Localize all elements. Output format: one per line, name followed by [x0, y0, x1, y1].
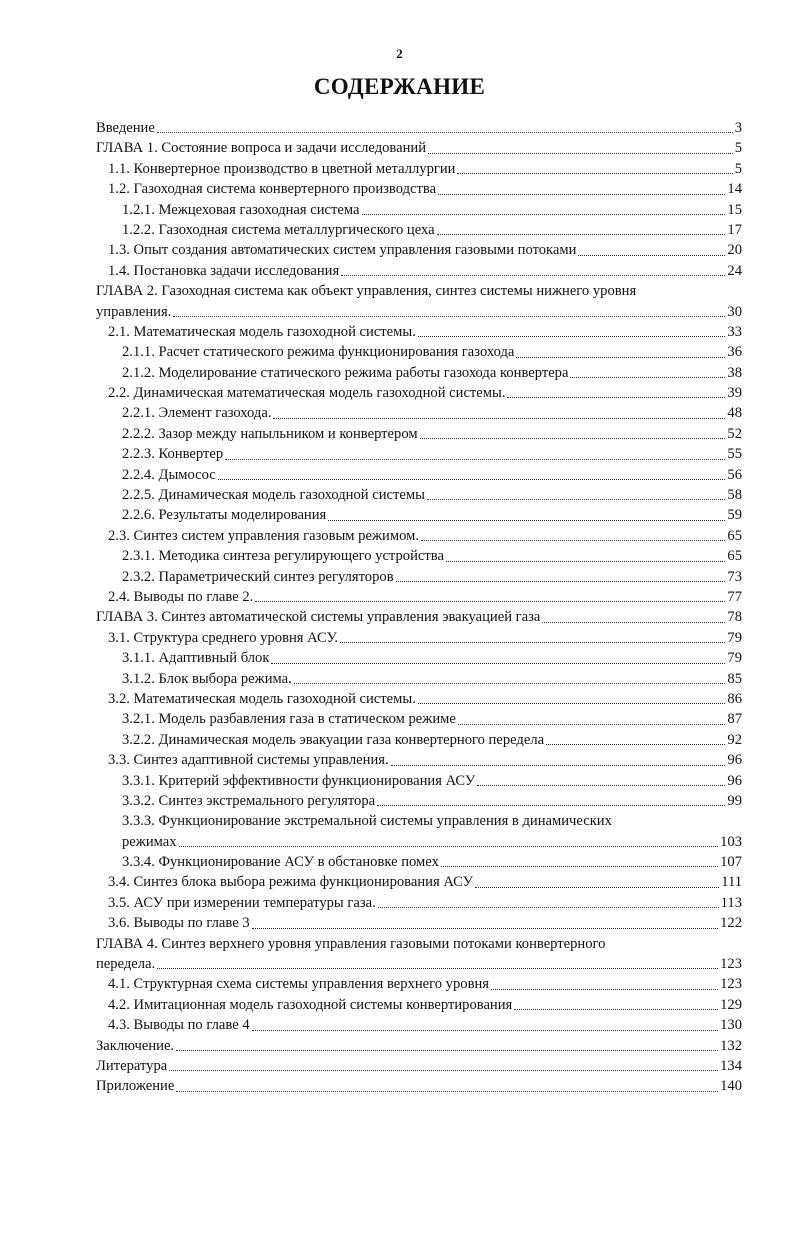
dot-leader — [570, 376, 725, 378]
toc-entry-page: 134 — [720, 1057, 742, 1074]
toc-entry-page: 123 — [720, 956, 742, 973]
toc-entry-page: 103 — [720, 833, 742, 850]
toc-entry-page: 96 — [727, 772, 742, 789]
toc-entry-page: 14 — [727, 181, 742, 198]
toc-entry[interactable] — [96, 995, 742, 1015]
toc-entry[interactable] — [96, 872, 742, 892]
dot-leader — [218, 478, 726, 480]
toc-entry-page: 58 — [727, 487, 742, 504]
toc-entry[interactable] — [96, 424, 742, 444]
toc-entry-page: 52 — [727, 425, 742, 442]
toc-entry-page: 130 — [720, 1017, 742, 1034]
toc-entry[interactable] — [96, 444, 742, 464]
dot-leader — [362, 213, 726, 215]
dot-leader — [578, 254, 725, 256]
toc-entry-title: 4.3. Выводы по главе 4 — [108, 1017, 250, 1034]
toc-entry-page: 85 — [727, 670, 742, 687]
dot-leader — [273, 417, 725, 419]
toc-entry[interactable] — [96, 240, 742, 260]
toc-entry-title: Заключение. — [96, 1037, 175, 1054]
dot-leader — [491, 988, 718, 990]
toc-entry[interactable] — [96, 383, 742, 403]
toc-entry-title: 2.1. Математическая модель газоходной системы. — [108, 323, 416, 340]
toc-entry[interactable] — [96, 465, 742, 485]
toc-entry-title: 1.1. Конвертерное производство в цветной металлургии — [108, 160, 456, 177]
dot-leader — [475, 886, 719, 888]
toc-entry-title: 2.3.1. Методика синтеза регулирующего устройства — [122, 548, 444, 565]
dot-leader — [377, 804, 725, 806]
dot-leader — [514, 1008, 718, 1010]
toc-entry-title: 3.1.2. Блок выбора режима. — [122, 670, 292, 687]
toc-entry-title: ГЛАВА 2. Газоходная система как объект управления, синтез системы нижнего уровня — [96, 283, 637, 300]
toc-entry-page: 111 — [721, 874, 742, 891]
toc-entry[interactable] — [96, 628, 742, 648]
dot-leader — [421, 539, 725, 541]
dot-leader — [507, 396, 725, 398]
toc-entry[interactable] — [96, 546, 742, 566]
toc-entry-page: 5 — [734, 140, 742, 157]
dot-leader — [542, 621, 725, 623]
toc-entry-page: 132 — [720, 1037, 742, 1054]
toc-entry[interactable] — [96, 342, 742, 362]
toc-entry-title: 2.3. Синтез систем управления газовым режимом. — [108, 527, 419, 544]
toc-entry[interactable] — [96, 505, 742, 525]
toc-entry[interactable] — [96, 750, 742, 770]
dot-leader — [437, 233, 726, 235]
toc-entry[interactable] — [96, 138, 742, 158]
page-title: СОДЕРЖАНИЕ — [313, 74, 486, 99]
toc-entry-title: 3.3. Синтез адаптивной системы управления. — [108, 752, 389, 769]
dot-leader — [427, 498, 726, 500]
toc-entry-title: 1.4. Постановка задачи исследования — [108, 262, 340, 279]
toc-entry-title: 2.2.2. Зазор между напыльником и конвертером — [122, 425, 418, 442]
dot-leader — [157, 967, 718, 969]
toc-entry[interactable] — [96, 179, 742, 199]
toc-entry-title: Приложение — [96, 1078, 175, 1095]
dot-leader — [176, 1090, 718, 1092]
toc-entry[interactable] — [96, 485, 742, 505]
toc-entry-page: 65 — [727, 527, 742, 544]
toc-entry[interactable] — [96, 669, 742, 689]
toc-entry-title: ГЛАВА 1. Состояние вопроса и задачи исследований — [96, 140, 427, 157]
toc-entry-page: 79 — [727, 629, 742, 646]
toc-entry[interactable] — [96, 261, 742, 281]
toc-entry[interactable] — [96, 281, 742, 322]
toc-entry[interactable] — [96, 1056, 742, 1076]
toc-entry-page: 92 — [727, 731, 742, 748]
toc-entry[interactable] — [96, 811, 742, 852]
dot-leader — [252, 927, 718, 929]
toc-entry[interactable] — [96, 771, 742, 791]
toc-entry-title: 1.2. Газоходная система конвертерного производства — [108, 181, 437, 198]
toc-entry[interactable] — [96, 893, 742, 913]
dot-leader — [477, 784, 725, 786]
toc-entry-page: 38 — [727, 364, 742, 381]
toc-entry[interactable] — [96, 1036, 742, 1056]
toc-entry[interactable] — [96, 974, 742, 994]
toc-entry-title: 2.4. Выводы по главе 2. — [108, 588, 254, 605]
dot-leader — [438, 193, 725, 195]
toc-entry[interactable] — [96, 913, 742, 933]
toc-entry-page: 79 — [727, 650, 742, 667]
dot-leader — [157, 131, 733, 133]
toc-entry-page: 96 — [727, 752, 742, 769]
toc-entry-page: 30 — [727, 303, 742, 320]
toc-entry-title: 1.2.2. Газоходная система металлургического цеха — [122, 221, 435, 238]
table-of-contents — [96, 118, 742, 1097]
toc-entry-page: 56 — [727, 466, 742, 483]
toc-entry-title: 3.1.1. Адаптивный блок — [122, 650, 270, 667]
toc-entry[interactable] — [96, 709, 742, 729]
toc-entry-title: 3.4. Синтез блока выбора режима функционирования АСУ — [108, 874, 474, 891]
dot-leader — [294, 682, 726, 684]
dot-leader — [340, 641, 725, 643]
toc-entry[interactable] — [96, 852, 742, 872]
toc-entry-title: 3.3.3. Функционирование экстремальной системы управления в динамических — [122, 813, 612, 830]
toc-entry-page: 129 — [720, 996, 742, 1013]
toc-entry-title: 1.2.1. Межцеховая газоходная система — [122, 201, 360, 218]
toc-entry-title: 2.2. Динамическая математическая модель газоходной системы. — [108, 385, 506, 402]
toc-entry-page: 55 — [727, 446, 742, 463]
dot-leader — [225, 458, 725, 460]
toc-entry-page: 20 — [727, 242, 742, 259]
toc-entry-page: 122 — [720, 915, 742, 932]
toc-entry-continuation — [96, 302, 742, 322]
toc-entry-title: Литература — [96, 1057, 168, 1074]
toc-entry-continuation — [122, 832, 742, 852]
toc-entry-title: ГЛАВА 4. Синтез верхнего уровня управления газовыми потоками конвертерного — [96, 935, 606, 952]
dot-leader — [396, 580, 726, 582]
dot-leader — [328, 519, 725, 521]
toc-entry-page: 99 — [727, 792, 742, 809]
dot-leader — [378, 906, 719, 908]
toc-entry-page: 87 — [727, 711, 742, 728]
toc-entry-title: 3.2. Математическая модель газоходной системы. — [108, 690, 416, 707]
toc-entry[interactable] — [96, 118, 742, 138]
toc-entry-title-cont: управления. — [96, 303, 172, 320]
toc-entry[interactable] — [96, 607, 742, 627]
toc-entry-title: 3.6. Выводы по главе 3 — [108, 915, 250, 932]
toc-entry-title: ГЛАВА 3. Синтез автоматической системы управления эвакуацией газа — [96, 609, 541, 626]
toc-entry-page: 59 — [727, 507, 742, 524]
toc-entry-page: 3 — [734, 120, 742, 136]
toc-entry-title-cont: режимах — [122, 833, 177, 850]
toc-entry-page: 24 — [727, 262, 742, 279]
dot-leader — [252, 1029, 718, 1031]
dot-leader — [458, 723, 726, 725]
toc-entry-title: 2.2.5. Динамическая модель газоходной системы — [122, 487, 425, 504]
page-number: 2 — [396, 46, 403, 61]
dot-leader — [457, 172, 732, 174]
toc-entry-page: 123 — [720, 976, 742, 993]
toc-entry[interactable] — [96, 322, 742, 342]
toc-entry-title: 4.2. Имитационная модель газоходной системы конвертирования — [108, 996, 513, 1013]
toc-entry[interactable] — [96, 363, 742, 383]
toc-entry-page: 107 — [720, 854, 742, 871]
dot-leader — [169, 1069, 718, 1071]
toc-entry-title: 2.1.1. Расчет статического режима функционирования газохода — [122, 344, 515, 361]
toc-entry-title: 3.3.1. Критерий эффективности функционирования АСУ — [122, 772, 476, 789]
dot-leader — [173, 315, 725, 317]
toc-entry-page: 113 — [720, 894, 742, 911]
toc-entry-title: 2.2.4. Дымосос — [122, 466, 216, 483]
toc-entry-title: 2.3.2. Параметрический синтез регуляторов — [122, 568, 394, 585]
toc-entry[interactable] — [96, 791, 742, 811]
dot-leader — [176, 1049, 718, 1051]
toc-entry-title: 2.2.6. Результаты моделирования — [122, 507, 327, 524]
toc-entry-page: 77 — [727, 588, 742, 605]
toc-entry-title: 3.2.1. Модель разбавления газа в статическом режиме — [122, 711, 456, 728]
toc-entry-page: 140 — [720, 1078, 742, 1095]
toc-entry-title: 3.2.2. Динамическая модель эвакуации газа конвертерного передела — [122, 731, 545, 748]
toc-entry[interactable] — [96, 587, 742, 607]
toc-entry-page: 5 — [734, 160, 742, 177]
toc-entry[interactable] — [96, 403, 742, 423]
dot-leader — [255, 600, 725, 602]
toc-entry-title: Введение — [96, 120, 155, 136]
toc-entry-title: 3.3.4. Функционирование АСУ в обстановке помех — [122, 854, 439, 871]
dot-leader — [516, 356, 725, 358]
toc-entry-page: 48 — [727, 405, 742, 422]
toc-entry[interactable] — [96, 1076, 742, 1096]
toc-entry[interactable] — [96, 730, 742, 750]
toc-entry-page: 65 — [727, 548, 742, 565]
toc-entry[interactable] — [96, 567, 742, 587]
toc-entry-title: 4.1. Структурная схема системы управления верхнего уровня — [108, 976, 489, 993]
toc-entry[interactable] — [96, 648, 742, 668]
toc-entry-page: 73 — [727, 568, 742, 585]
toc-entry-page: 78 — [727, 609, 742, 626]
dot-leader — [418, 702, 726, 704]
dot-leader — [271, 662, 725, 664]
toc-entry-page: 15 — [727, 201, 742, 218]
dot-leader — [391, 764, 726, 766]
dot-leader — [418, 335, 726, 337]
toc-entry-title: 3.3.2. Синтез экстремального регулятора — [122, 792, 376, 809]
toc-entry-title: 3.5. АСУ при измерении температуры газа. — [108, 894, 376, 911]
dot-leader — [179, 845, 719, 847]
toc-entry[interactable] — [96, 689, 742, 709]
dot-leader — [546, 743, 725, 745]
toc-entry-title: 1.3. Опыт создания автоматических систем управления газовыми потоками — [108, 242, 577, 259]
toc-entry[interactable] — [96, 159, 742, 179]
toc-entry[interactable] — [96, 200, 742, 220]
toc-entry-page: 39 — [727, 385, 742, 402]
toc-entry[interactable] — [96, 526, 742, 546]
dot-leader — [420, 437, 726, 439]
toc-entry-title-cont: передела. — [96, 956, 156, 973]
toc-entry[interactable] — [96, 220, 742, 240]
dot-leader — [428, 152, 733, 154]
toc-entry-page: 33 — [727, 323, 742, 340]
toc-entry-page: 86 — [727, 690, 742, 707]
toc-entry-title: 2.2.3. Конвертер — [122, 446, 224, 463]
toc-entry[interactable] — [96, 934, 742, 975]
dot-leader — [441, 865, 718, 867]
toc-entry-page: 36 — [727, 344, 742, 361]
toc-entry-title: 2.2.1. Элемент газохода. — [122, 405, 272, 422]
toc-entry-continuation — [96, 954, 742, 974]
toc-entry-title: 2.1.2. Моделирование статического режима работы газохода конвертера — [122, 364, 569, 381]
toc-entry[interactable] — [96, 1015, 742, 1035]
dot-leader — [341, 274, 725, 276]
dot-leader — [446, 560, 725, 562]
toc-entry-title: 3.1. Структура среднего уровня АСУ. — [108, 629, 339, 646]
toc-entry-page: 17 — [727, 221, 742, 238]
